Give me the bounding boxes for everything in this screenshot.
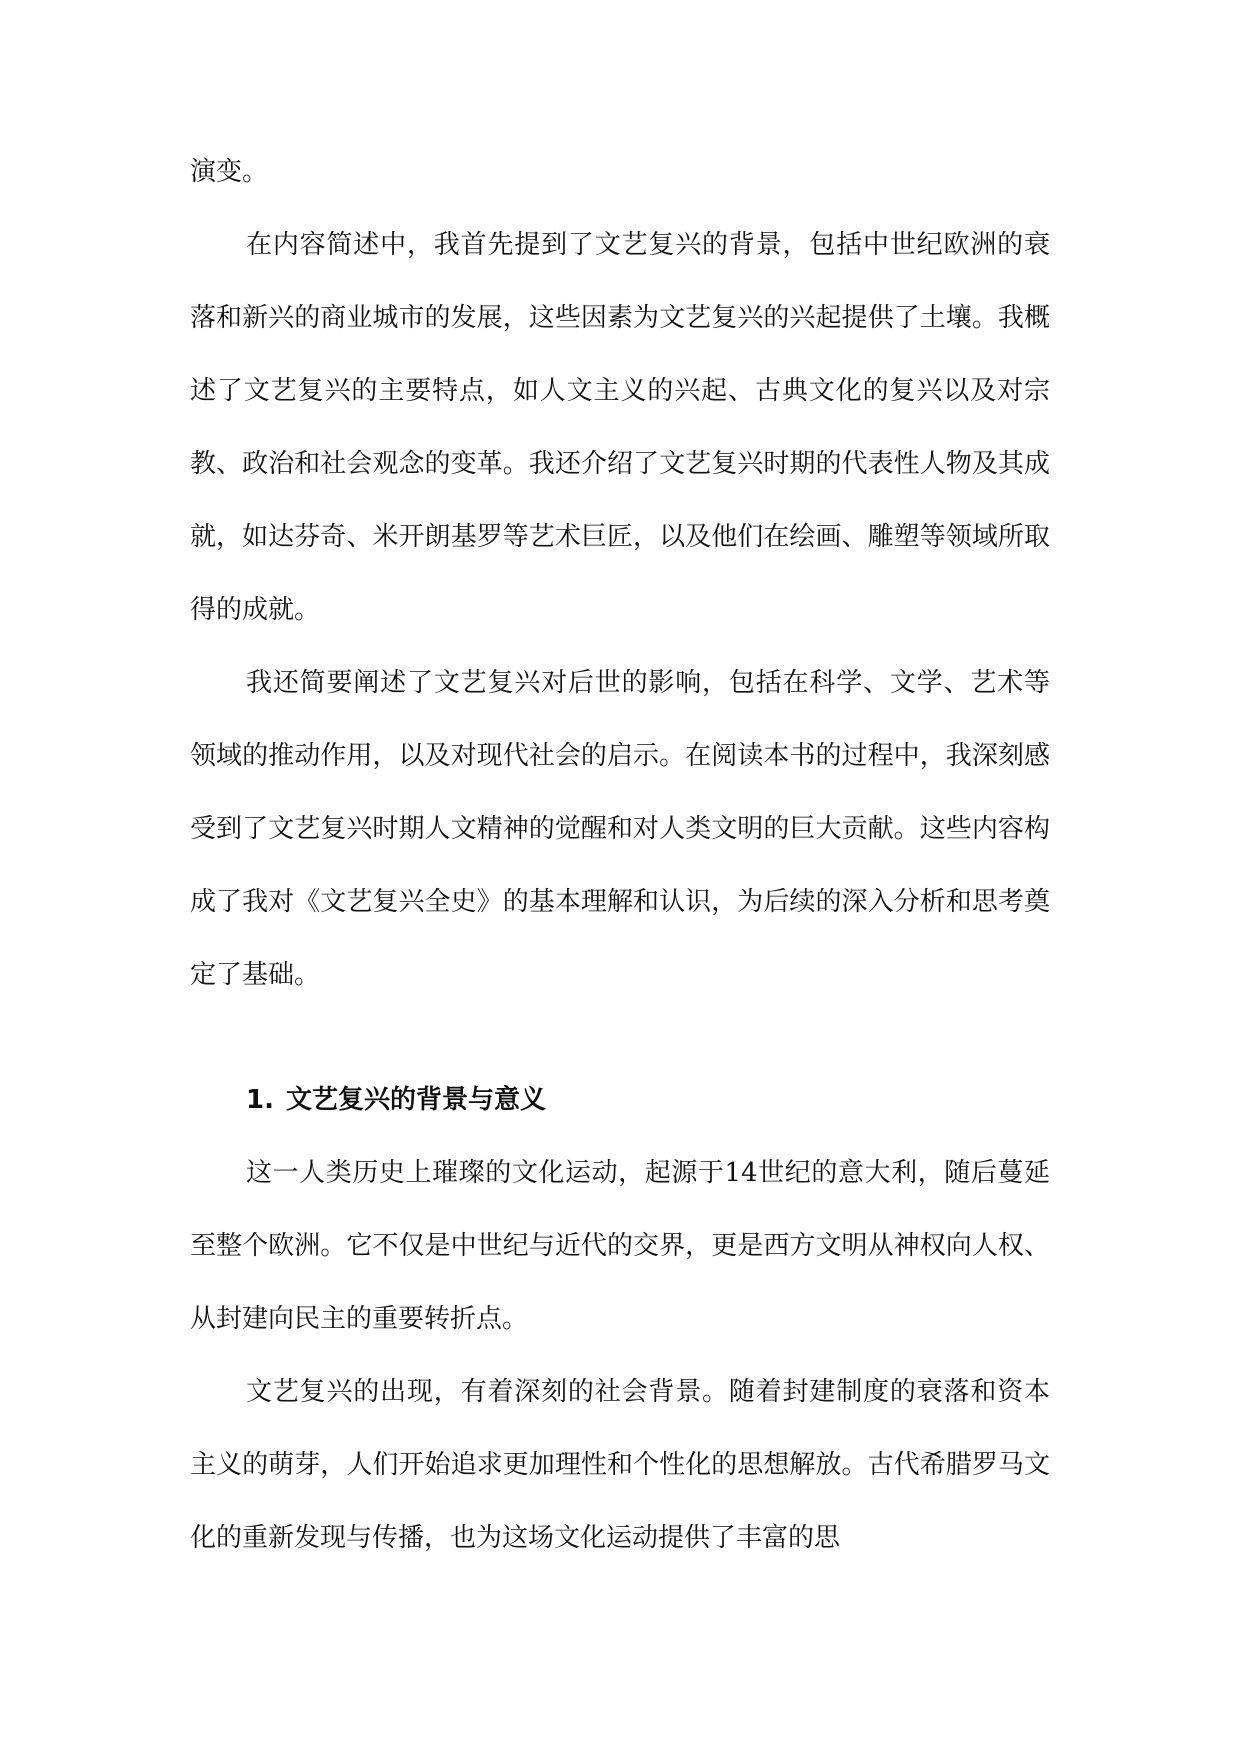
paragraph-social-background: 文艺复兴的出现，有着深刻的社会背景。随着封建制度的衰落和资本主义的萌芽，人们开始追求更加理性和个性化的思想解放。古代希腊罗马文化的重新发现与传播，也为这场文化运动提供了丰富的思 xyxy=(190,1377,1050,1553)
section-number: 1. xyxy=(246,1085,274,1115)
paragraph-content-summary: 在内容简述中，我首先提到了文艺复兴的背景，包括中世纪欧洲的衰落和新兴的商业城市的发展，这些因素为文艺复兴的兴起提供了土壤。我概述了文艺复兴的主要特点，如人文主义的兴起、古典文化的复兴以及对宗教、政治和社会观念的变革。我还介绍了文艺复兴时期的代表性人物及其成就，如达芬奇、米开朗基罗等艺术巨匠，以及他们在绘画、雕塑等领域所取得的成就。 xyxy=(190,230,1050,625)
paragraph-continuation: 演变。 xyxy=(190,157,269,187)
document-body xyxy=(190,136,1050,1575)
section-heading xyxy=(190,1064,1050,1137)
paragraph-influence: 我还简要阐述了文艺复兴对后世的影响，包括在科学、文学、艺术等领域的推动作用，以及对现代社会的启示。在阅读本书的过程中，我深刻感受到了文艺复兴时期人文精神的觉醒和对人类文明的巨大贡献。这些内容构成了我对《文艺复兴全史》的基本理解和认识，为后续的深入分析和思考奠定了基础。 xyxy=(190,668,1050,990)
section-title: 文艺复兴的背景与意义 xyxy=(286,1085,547,1115)
paragraph-origin: 这一人类历史上璀璨的文化运动，起源于14世纪的意大利，随后蔓延至整个欧洲。它不仅是中世纪与近代的交界，更是西方文明从神权向人权、从封建向民主的重要转折点。 xyxy=(190,1158,1050,1334)
